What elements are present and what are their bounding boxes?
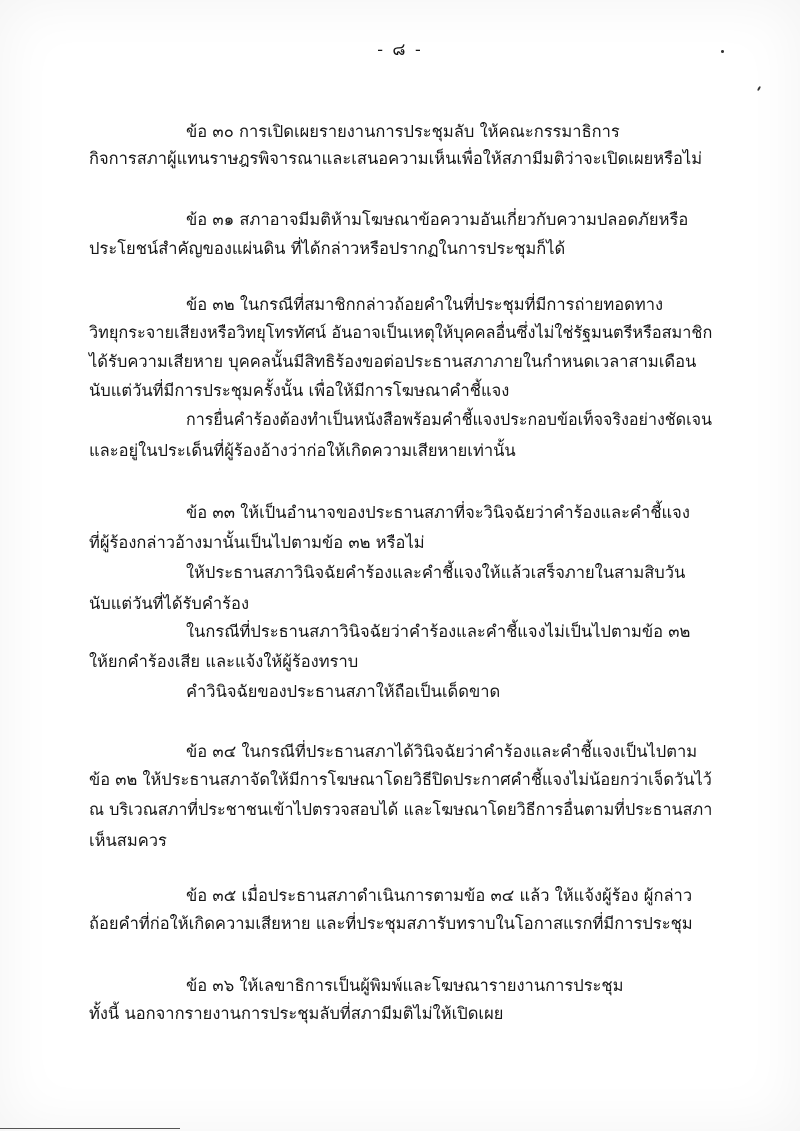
section-32-line-6: และอยู่ในประเด็นที่ผู้ร้องอ้างว่าก่อให้เกิดความเสียหายเท่านั้น (89, 441, 516, 460)
section-33-line-4: นับแต่วันที่ได้รับคำร้อง (89, 594, 250, 613)
section-32-line-3: ได้รับความเสียหาย บุคคลนั้นมีสิทธิร้องขอต่อประธานสภาภายในกำหนดเวลาสามเดือน (89, 352, 697, 371)
section-32-line-1: ข้อ ๓๒ ในกรณีที่สมาชิกกล่าวถ้อยคำในที่ประชุมที่มีการถ่ายทอดทาง (186, 295, 664, 314)
section-30-line-2: กิจการสภาผู้แทนราษฎรพิจารณาและเสนอความเห็นเพื่อให้สภามีมติว่าจะเปิดเผยหรือไม่ (89, 149, 703, 168)
section-33-line-1: ข้อ ๓๓ ให้เป็นอำนาจของประธานสภาที่จะวินิจฉัยว่าคำร้องและคำชี้แจง (186, 503, 690, 522)
section-32-line-5: การยื่นคำร้องต้องทำเป็นหนังสือพร้อมคำชี้แจงประกอบข้อเท็จจริงอย่างชัดเจน (186, 410, 712, 429)
section-31-line-1: ข้อ ๓๑ สภาอาจมีมติห้ามโฆษณาข้อความอันเกี่ยวกับความปลอดภัยหรือ (186, 210, 689, 229)
scan-speck (757, 86, 761, 91)
section-33-line-5: ในกรณีที่ประธานสภาวินิจฉัยว่าคำร้องและคำชี้แจงไม่เป็นไปตามข้อ ๓๒ (186, 622, 691, 641)
scan-edge-line (0, 1128, 180, 1129)
section-35-line-2: ถ้อยคำที่ก่อให้เกิดความเสียหาย และที่ประชุมสภารับทราบในโอกาสแรกที่มีการประชุม (89, 914, 693, 933)
section-35-line-1: ข้อ ๓๕ เมื่อประธานสภาดำเนินการตามข้อ ๓๔ แล้ว ให้แจ้งผู้ร้อง ผู้กล่าว (186, 886, 693, 905)
section-32-line-2: วิทยุกระจายเสียงหรือวิทยุโทรทัศน์ อันอาจเป็นเหตุให้บุคคลอื่นซึ่งไม่ใช่รัฐมนตรีหรือสมาชิก (89, 323, 713, 342)
section-33-line-3: ให้ประธานสภาวินิจฉัยคำร้องและคำชี้แจงให้แล้วเสร็จภายในสามสิบวัน (186, 563, 686, 582)
section-34-line-2: ข้อ ๓๒ ให้ประธานสภาจัดให้มีการโฆษณาโดยวิธีปิดประกาศคำชี้แจงไม่น้อยกว่าเจ็ดวันไว้ (89, 770, 712, 789)
section-33-line-7: คำวินิจฉัยของประธานสภาให้ถือเป็นเด็ดขาด (186, 682, 501, 701)
section-34-line-3: ณ บริเวณสภาที่ประชาชนเข้าไปตรวจสอบได้ และโฆษณาโดยวิธีการอื่นตามที่ประธานสภา (89, 800, 713, 819)
scan-speck (721, 50, 724, 53)
section-31-line-2: ประโยชน์สำคัญของแผ่นดิน ที่ได้กล่าวหรือปรากฏในการประชุมก็ได้ (89, 239, 566, 258)
section-34-line-1: ข้อ ๓๔ ในกรณีที่ประธานสภาได้วินิจฉัยว่าคำร้องและคำชี้แจงเป็นไปตาม (186, 742, 698, 761)
section-30-line-1: ข้อ ๓๐ การเปิดเผยรายงานการประชุมลับ ให้คณะกรรมาธิการ (186, 122, 620, 141)
page-number: - ๘ - (377, 40, 423, 60)
section-33-line-6: ให้ยกคำร้องเสีย และแจ้งให้ผู้ร้องทราบ (89, 652, 359, 671)
section-36-line-1: ข้อ ๓๖ ให้เลขาธิการเป็นผู้พิมพ์และโฆษณารายงานการประชุม (186, 976, 624, 995)
section-36-line-2: ทั้งนี้ นอกจากรายงานการประชุมลับที่สภามีมติไม่ให้เปิดเผย (89, 1004, 504, 1023)
section-33-line-2: ที่ผู้ร้องกล่าวอ้างมานั้นเป็นไปตามข้อ ๓๒ หรือไม่ (89, 533, 425, 552)
section-34-line-4: เห็นสมควร (89, 831, 167, 850)
section-32-line-4: นับแต่วันที่มีการประชุมครั้งนั้น เพื่อให้มีการโฆษณาคำชี้แจง (89, 381, 510, 400)
